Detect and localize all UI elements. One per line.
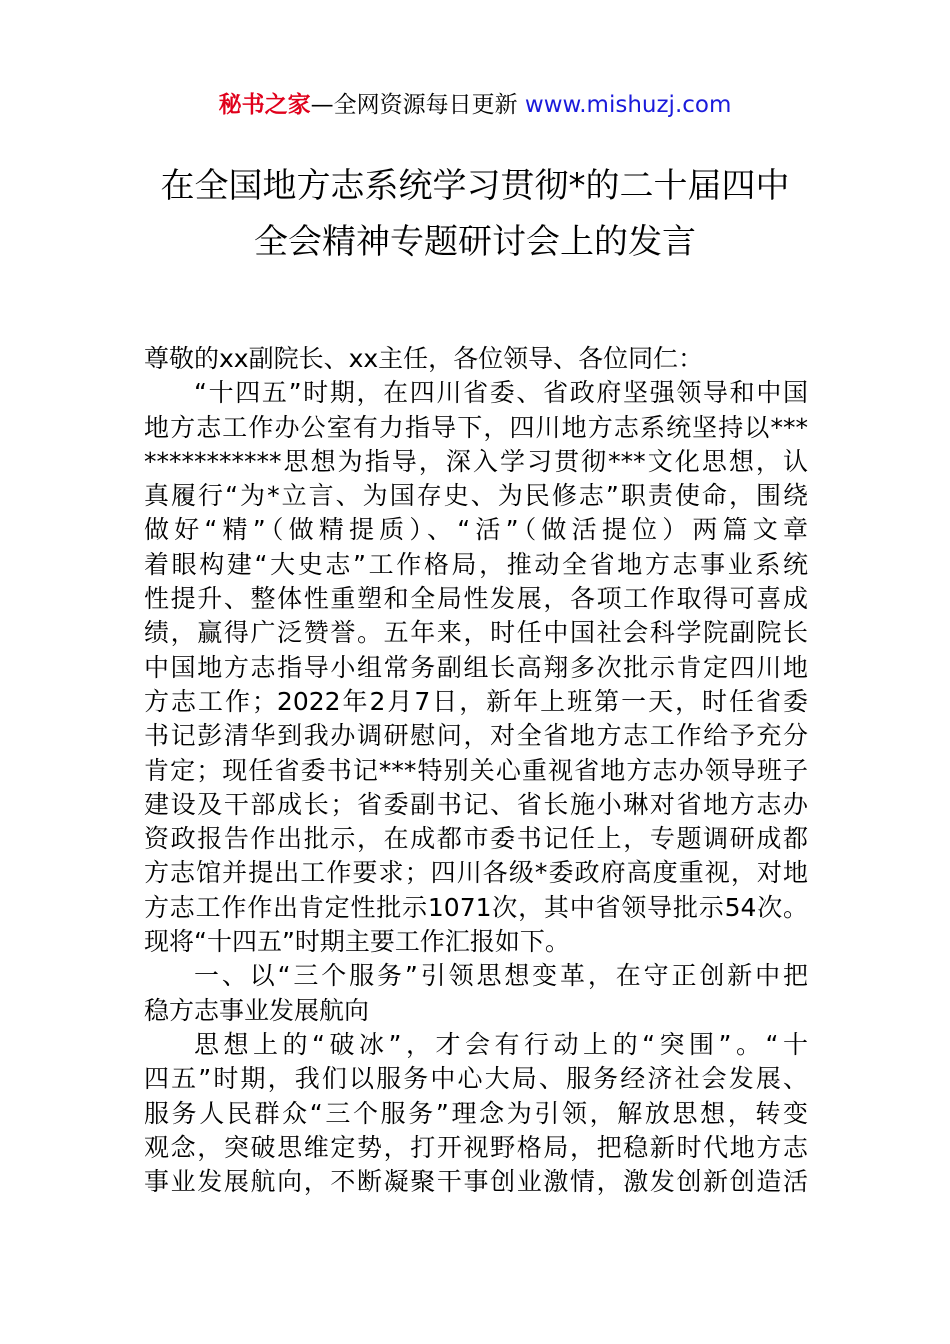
body-line: 绩，赢得广泛赞誉。五年来，时任中国社会科学院副院长 [144, 618, 808, 648]
body-line: 观念，突破思维定势，打开视野格局，把稳新时代地方志 [144, 1132, 808, 1162]
section-heading-line: 稳方志事业发展航向 [144, 995, 370, 1025]
body-line: 性提升、整体性重塑和全局性发展，各项工作取得可喜成 [144, 584, 808, 614]
body-line: 真履行“为*立言、为国存史、为民修志”职责使命，围绕 [144, 481, 808, 511]
title-line-1: 在全国地方志系统学习贯彻*的二十届四中 [160, 166, 790, 206]
body-line: 方志工作作出肯定性批示1071次，其中省领导批示54次。 [144, 892, 808, 922]
body-line: 现将“十四五”时期主要工作汇报如下。 [144, 927, 570, 957]
salutation: 尊敬的xx副院长、xx主任，各位领导、各位同仁： [144, 344, 704, 373]
body-line: 做好“精”（做精提质）、“活”（做活提位）两篇文章 [144, 515, 808, 545]
body-line: 资政报告作出批示，在成都市委书记任上，专题调研成都 [144, 824, 808, 854]
body-line: 中国地方志指导小组常务副组长高翔多次批示肯定四川地 [144, 652, 808, 682]
body-line: 方志馆并提出工作要求；四川各级*委政府高度重视，对地 [144, 858, 808, 888]
body-line: 方志工作；2022年2月7日，新年上班第一天，时任省委 [144, 686, 808, 716]
document-title [100, 158, 850, 270]
site-header [0, 88, 950, 122]
body-line: 四五”时期，我们以服务中心大局、服务经济社会发展、 [144, 1064, 808, 1094]
body-line: 肯定；现任省委书记***特别关心重视省地方志办领导班子 [144, 755, 808, 785]
body-line: 着眼构建“大史志”工作格局，推动全省地方志事业系统 [144, 549, 808, 579]
section-heading-line: 一、以“三个服务”引领思想变革，在守正创新中把 [194, 961, 808, 991]
site-url-link[interactable]: www.mishuzj.com [524, 92, 732, 118]
body-line: 事业发展航向，不断凝聚干事创业激情，激发创新创造活 [144, 1167, 808, 1197]
body-line: 思想上的“破冰”，才会有行动上的“突围”。“十 [194, 1029, 808, 1059]
body-line: ***********思想为指导，深入学习贯彻***文化思想，认 [144, 446, 808, 476]
header-tagline: —全网资源每日更新 [310, 92, 518, 118]
body-line: 建设及干部成长；省委副书记、省长施小琳对省地方志办 [144, 789, 808, 819]
title-line-2: 全会精神专题研讨会上的发言 [254, 222, 696, 262]
brand-name: 秘书之家 [218, 92, 311, 118]
body-line: 服务人民群众“三个服务”理念为引领，解放思想，转变 [144, 1098, 808, 1128]
body-line: 书记彭清华到我办调研慰问，对全省地方志工作给予充分 [144, 721, 808, 751]
document-body [144, 342, 808, 1199]
body-line: “十四五”时期，在四川省委、省政府坚强领导和中国 [194, 378, 808, 408]
body-line: 地方志工作办公室有力指导下，四川地方志系统坚持以*** [144, 412, 808, 442]
